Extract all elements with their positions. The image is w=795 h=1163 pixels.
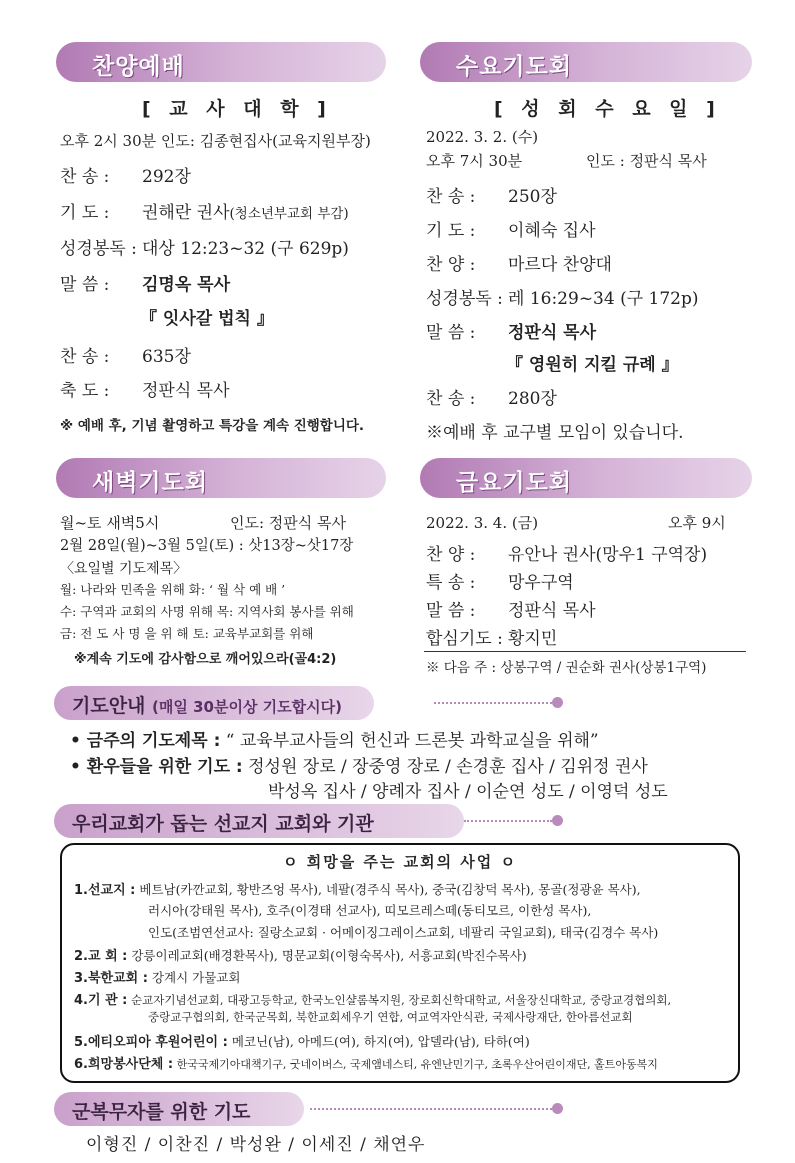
wednesday-sermon-title: 『 영원히 지킬 규례 』	[506, 355, 679, 375]
section-header-mission	[54, 804, 754, 838]
friday-special: 특 송 : 망우구역	[426, 573, 574, 593]
prayer-guide-title: 기도안내	[72, 695, 146, 717]
section-title: 새벽기도회	[92, 470, 209, 496]
dawn-time: 월~토 새벽5시	[60, 514, 160, 532]
wednesday-subtitle: [ 성 회 수 요 일 ]	[494, 98, 721, 120]
patients-prayer: • 환우들을 위한 기도 : 정성원 장로 / 장중영 장로 / 손경훈 집사 / 김위정 권사	[70, 757, 648, 777]
mission-row: 6.희망봉사단체 : 한국국제기아대책기구, 굿네이버스, 국제앰네스티, 유엔난민기구, 초록우산어린이재단, 홀트아동복지	[74, 1057, 658, 1072]
sunday-time: 오후 2시 30분 인도: 김종현집사(교육지원부장)	[60, 132, 371, 150]
sunday-reading: 성경봉독 : 대상 12:23~32 (구 629p)	[60, 239, 349, 259]
section-header-soldiers	[54, 1092, 754, 1126]
wednesday-date: 2022. 3. 2. (수)	[426, 128, 539, 146]
wednesday-reading: 성경봉독 : 레 16:29~34 (구 172p)	[426, 289, 699, 309]
soldiers-names: 이형진 / 이찬진 / 박성완 / 이세진 / 채연우	[86, 1135, 426, 1155]
soldiers-title: 군복무자를 위한 기도	[72, 1101, 251, 1123]
mission-title: 우리교회가 돕는 선교지 교회와 기관	[72, 813, 374, 835]
dawn-verse: ※계속 기도에 감사함으로 깨어있으라(골4:2)	[74, 652, 337, 667]
wednesday-hymn1: 찬 송 : 250장	[426, 187, 557, 207]
dawn-topic-line: 금: 전 도 사 명 을 위 해 토: 교육부교회를 위해	[60, 626, 314, 641]
section-header-wednesday	[420, 42, 752, 82]
dawn-prayer-topics-title: 〈요일별 기도제목〉	[60, 561, 188, 577]
friday-date: 2022. 3. 4. (금)	[426, 514, 539, 532]
section-header-prayer-guide	[54, 686, 754, 720]
friday-time: 오후 9시	[668, 514, 726, 532]
sunday-sermon-title: 『 잇사갈 법칙 』	[140, 309, 274, 329]
friday-next: ※ 다음 주 : 상봉구역 / 권순화 권사(상봉1구역)	[426, 660, 707, 676]
sunday-note: ※ 예배 후, 기념 촬영하고 특강을 계속 진행합니다.	[60, 418, 365, 434]
patients-prayer-line2: 박성옥 집사 / 양례자 집사 / 이순연 성도 / 이영덕 성도	[268, 782, 668, 802]
wednesday-choir: 찬 양 : 마르다 찬양대	[426, 255, 612, 275]
mission-row: 3.북한교회 : 강계시 가물교회	[74, 970, 241, 986]
wednesday-hymn2: 찬 송 : 280장	[426, 389, 557, 409]
sunday-subtitle: [ 교 사 대 학 ]	[142, 98, 332, 120]
dawn-leader: 인도: 정판식 목사	[230, 514, 347, 532]
wednesday-time: 오후 7시 30분	[426, 152, 523, 170]
dawn-topic-line: 월: 나라와 민족을 위해 화: ‘ 월 삭 예 배 ’	[60, 582, 286, 597]
mission-row: 인도(조범연선교사: 질랑소교회 · 어메이징그레이스교회, 네팔리 국일교회), 태국(김경수 목사)	[148, 925, 659, 940]
wednesday-note: ※예배 후 교구별 모임이 있습니다.	[426, 423, 684, 443]
mission-row: 4.기 관 : 순교자기념선교회, 대광고등학교, 한국노인샬롬복지원, 장로회신학대학교, 서울장신대학교, 중랑교경협의회,	[74, 993, 672, 1008]
mission-row: 중랑교구협의회, 한국군목회, 북한교회세우기 연합, 여교역자안식관, 국제사랑재단, 한아름선교회	[148, 1010, 633, 1024]
sunday-hymn2: 찬 송 : 635장	[60, 347, 191, 367]
wednesday-leader: 인도 : 정판식 목사	[586, 152, 707, 170]
sunday-sermon: 말 씀 : 김명옥 목사	[60, 275, 231, 295]
dawn-schedule: 2월 28일(월)~3월 5일(토) : 삿13장~삿17장	[60, 538, 354, 554]
section-header-dawn	[56, 458, 386, 498]
sunday-benediction: 축 도 : 정판식 목사	[60, 381, 230, 401]
section-title: 수요기도회	[456, 54, 573, 80]
friday-choir: 찬 양 : 유안나 권사(망우1 구역장)	[426, 545, 708, 565]
mission-row: 5.에티오피아 후원어린이 : 메코닌(남), 아메드(여), 하지(여), 압델라(남), 타하(여)	[74, 1034, 530, 1050]
wednesday-sermon: 말 씀 : 정판식 목사	[426, 323, 597, 343]
divider	[424, 651, 746, 652]
sunday-prayer: 기 도 : 권해란 권사(청소년부교회 부감)	[60, 203, 349, 223]
section-title: 금요기도회	[456, 470, 573, 496]
dawn-topic-line: 수: 구역과 교회의 사명 위해 목: 지역사회 봉사를 위해	[60, 604, 354, 619]
section-title: 찬양예배	[92, 54, 185, 80]
mission-row: 러시아(강태원 목사), 호주(이경태 선교사), 띠모르레스떼(동티모르, 이한성 목사),	[148, 903, 592, 918]
friday-closing: 합심기도 : 황지민	[426, 629, 558, 649]
mission-box-title: ㅇ 희망을 주는 교회의 사업 ㅇ	[283, 853, 517, 871]
prayer-guide-subtitle: (매일 30분이상 기도합시다)	[152, 698, 342, 716]
section-header-friday	[420, 458, 752, 498]
section-header-sunday	[56, 42, 386, 82]
friday-sermon: 말 씀 : 정판식 목사	[426, 601, 596, 621]
sunday-hymn1: 찬 송 : 292장	[60, 167, 191, 187]
mission-row: 2.교 회 : 강릉이레교회(배경환목사), 명문교회(이형숙목사), 서흥교회(박진수목사)	[74, 948, 527, 964]
wednesday-prayer: 기 도 : 이혜숙 집사	[426, 221, 596, 241]
mission-box	[60, 843, 740, 1083]
mission-row: 1.선교지 : 베트남(카깐교회, 황반즈엉 목사), 네팔(경주식 목사), 중국(김창덕 목사), 몽골(정광윤 목사),	[74, 882, 641, 898]
prayer-topic: • 금주의 기도제목 : “ 교육부교사들의 헌신과 드론봇 과학교실을 위해”	[70, 731, 599, 751]
